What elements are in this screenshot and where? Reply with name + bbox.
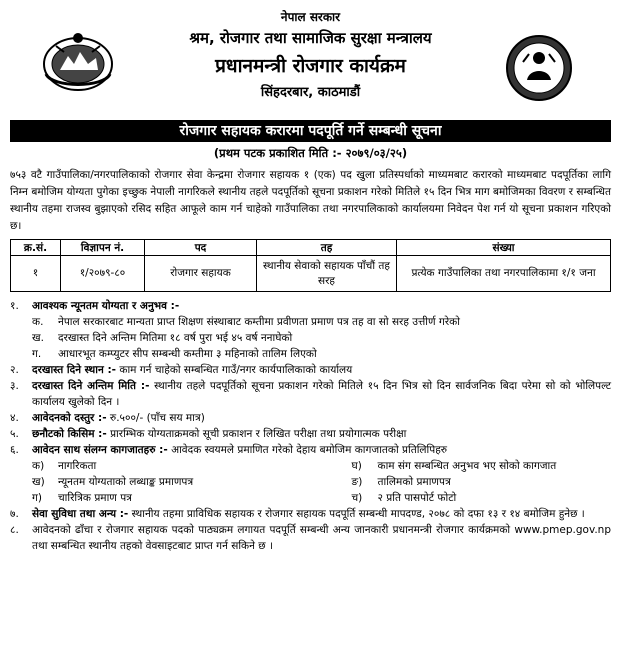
item-label: आवेदन साथ संलग्न कागजातहरु :- bbox=[32, 444, 168, 456]
intro-paragraph: ७५३ वटै गाउँपालिका/नगरपालिकाको रोजगार सेवा केन्द्रमा रोजगार सहायक १ (एक) पद खुला प्रतिस्पर्धाको माध्यमबाट करारको माध्यमबाट पदपूर्तिका लागि निम्न बमोजिम योग्यता पुगेका इच्छुक नेपाली नागरिकले स्थानीय तहले पदपूर्तिको सूचना प्रकाशन गरेको मितिले १५ दिन भित्र माग बमोजिमका विवरण र सम्बन्धित स्थानीय तहमा राजस्व बुझाएको रसिद सहित आफूले काम गर्न चाहेको गाउँपालिका तथा नगरपालिकाको कार्यालयमा निवेदन पेश गर्न यो सूचना प्रकाशन गरिएको छ। bbox=[10, 169, 611, 232]
col-level: तह bbox=[257, 240, 397, 256]
sub-item: ख. दरखास्त दिने अन्तिम मितिमा १८ वर्ष पुरा भई ४५ वर्ष ननाघेको bbox=[32, 332, 293, 344]
col-post: पद bbox=[145, 240, 257, 256]
ministry-name: श्रम, रोजगार तथा सामाजिक सुरक्षा मन्त्रालय bbox=[189, 29, 432, 47]
list-item: ५. छनौटको किसिम :- प्रारम्भिक योग्यताक्रमको सूची प्रकाशन र लिखित परीक्षा तथा प्रयोगात्मक परीक्षा bbox=[10, 428, 407, 440]
list-item: ६. आवेदन साथ संलग्न कागजातहरु :- आवेदक स्वयमले प्रमाणित गरेको देहाय बमोजिम कागजातको प्रतिलिपिहरु bbox=[10, 444, 448, 456]
list-item: ८. आवेदनको ढाँचा र रोजगार सहायक पदको पाठ्यक्रम लगायत पदपूर्ति सम्बन्धी अन्य जानकारी प्रधानमन्त्री रोजगार कार्यक्रमको www.pmep.gov.np तथा सम्बन्धित स्थानीय तहको वेवसाइटबाट प्राप्त गर्न सकिने छ । bbox=[10, 524, 611, 552]
item-label: सेवा सुविधा तथा अन्य :- bbox=[32, 508, 129, 520]
list-item: च) २ प्रति पासपोर्ट फोटो bbox=[351, 492, 457, 504]
notice-title: रोजगार सहायक करारमा पदपूर्ति गर्ने सम्बन्धी सूचना bbox=[10, 120, 611, 142]
table-header-row bbox=[11, 240, 611, 256]
table-row bbox=[11, 256, 611, 292]
government-name: नेपाल सरकार bbox=[280, 10, 341, 24]
cell-count: प्रत्येक गाउँपालिका तथा नगरपालिकामा १/१ जना bbox=[397, 256, 611, 292]
list-item: १. आवश्यक न्यूनतम योग्यता र अनुभव :- bbox=[10, 300, 180, 312]
cell-advert-no: १/२०७९-८० bbox=[61, 256, 145, 292]
list-item: क) नागरिकता bbox=[32, 460, 97, 472]
list-item: २. दरखास्त दिने स्थान :- काम गर्न चाहेको सम्बन्धित गाउँ/नगर कार्यपालिकाको कार्यालय bbox=[10, 364, 353, 376]
documents-list bbox=[10, 458, 611, 506]
col-count: संख्या bbox=[397, 240, 611, 256]
list-item: ४. आवेदनको दस्तुर :- रु.५००/- (पाँच सय मात्र) bbox=[10, 412, 205, 424]
cell-level: स्थानीय सेवाको सहायक पाँचौं तह सरह bbox=[257, 256, 397, 292]
cell-serial: १ bbox=[11, 256, 61, 292]
office-address: सिंहदरबार, काठमाडौं bbox=[260, 85, 361, 100]
list-item: ङ) तालिमको प्रमाणपत्र bbox=[351, 476, 451, 488]
list-item: ख) न्यूनतम योग्यताको लब्धाङ्क प्रमाणपत्र bbox=[32, 476, 194, 488]
item-label: आवेदनको दस्तुर :- bbox=[32, 412, 107, 424]
list-item: ७. सेवा सुविधा तथा अन्य :- स्थानीय तहमा प्राविधिक सहायक र रोजगार सहायक पदपूर्ति सम्बन्धी मापदण्ड, २०७८ को दफा १३ र १४ बमोजिम हुनेछ । bbox=[10, 508, 585, 520]
col-serial: क्र.सं. bbox=[11, 240, 61, 256]
vacancy-table bbox=[10, 239, 611, 292]
list-item: ग) चारित्रिक प्रमाण पत्र bbox=[32, 492, 132, 504]
requirements-list bbox=[10, 298, 611, 554]
header bbox=[10, 8, 611, 116]
item-label: छनौटको किसिम :- bbox=[32, 428, 107, 440]
cell-post: रोजगार सहायक bbox=[145, 256, 257, 292]
item-label: दरखास्त दिने अन्तिम मिति :- bbox=[32, 380, 150, 392]
item-label: आवश्यक न्यूनतम योग्यता र अनुभव :- bbox=[32, 300, 180, 312]
col-advert-no: विज्ञापन नं. bbox=[61, 240, 145, 256]
sub-item: क. नेपाल सरकारबाट मान्यता प्राप्त शिक्षण संस्थाबाट कम्तीमा प्रवीणता प्रमाण पत्र तह वा सो सरह उत्तीर्ण गरेको bbox=[32, 316, 460, 328]
sub-item: ग. आधारभूत कम्प्युटर सीप सम्बन्धी कम्तीमा ३ महिनाको तालिम लिएको bbox=[32, 348, 317, 360]
nepal-government-emblem-icon bbox=[38, 30, 118, 94]
program-name: प्रधानमन्त्री रोजगार कार्यक्रम bbox=[215, 55, 406, 77]
item-label: दरखास्त दिने स्थान :- bbox=[32, 364, 117, 376]
list-item: घ) काम संग सम्बन्धित अनुभव भए सोको कागजात bbox=[351, 460, 557, 472]
pm-employment-program-logo-icon bbox=[505, 34, 573, 102]
list-item: ३. दरखास्त दिने अन्तिम मिति :- स्थानीय तहले पदपूर्तिको सूचना प्रकाशन गरेको मितिले १५ दिन भित्र सो दिन सार्वजनिक बिदा परेमा सो को भोलिपल्ट कार्यालय खुलेको दिन । bbox=[10, 380, 612, 408]
publication-date: (प्रथम पटक प्रकाशित मिति :- २०७९/०३/२५) bbox=[213, 146, 408, 160]
